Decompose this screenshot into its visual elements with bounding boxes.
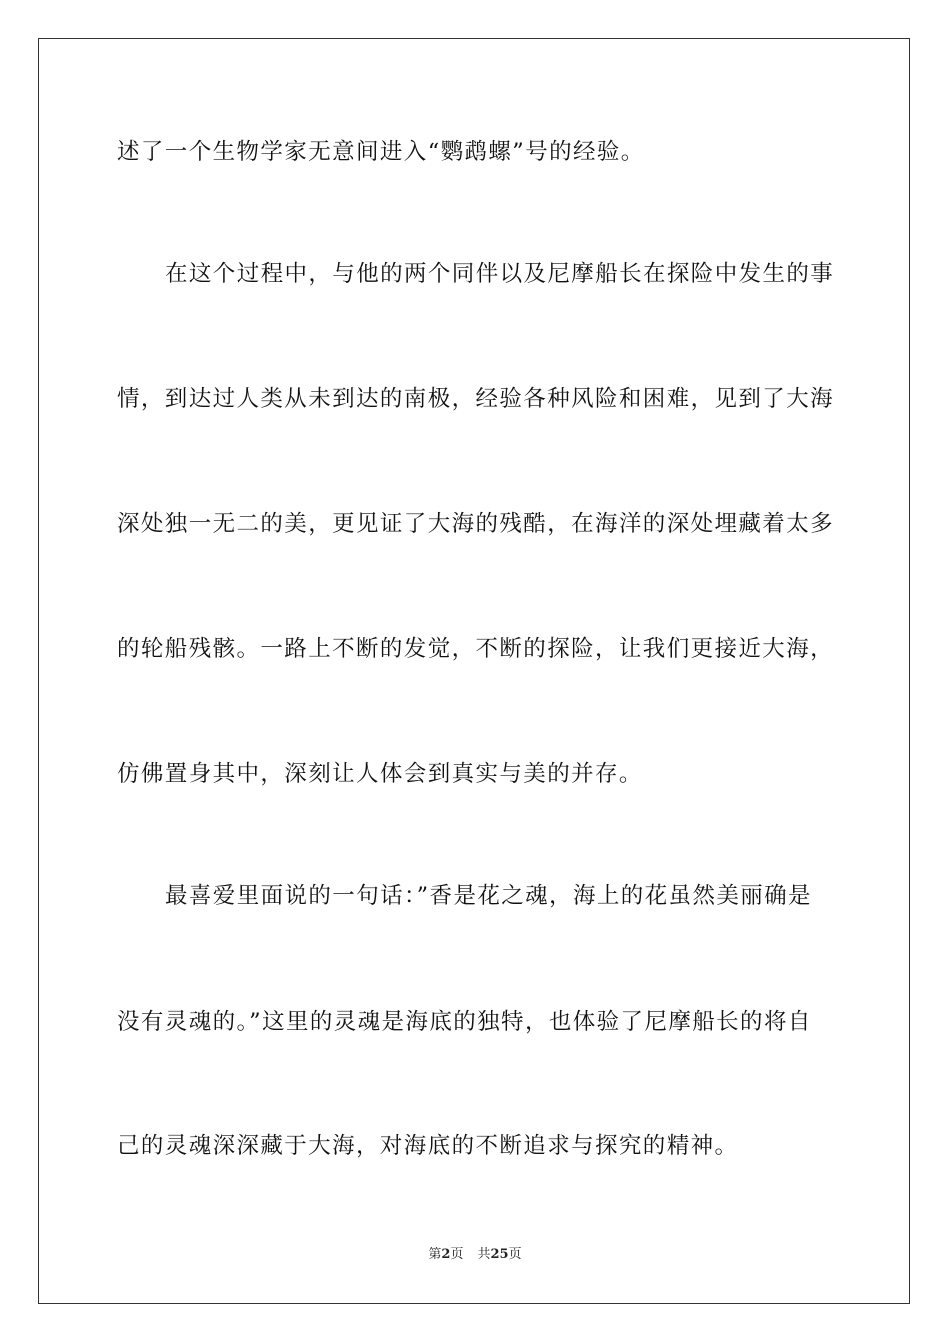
body-text-line: 没有灵魂的。”这里的灵魂是海底的独特，也体验了尼摩船长的将自 — [117, 1009, 812, 1035]
body-text-line: 仿佛置身其中，深刻让人体会到真实与美的并存。 — [117, 761, 643, 787]
page-border — [38, 38, 910, 1304]
total-prefix: 共 — [477, 1247, 491, 1262]
paragraph-start-line: 最喜爱里面说的一句话：”香是花之魂，海上的花虽然美丽确是 — [165, 883, 812, 909]
body-text-line: 的轮船残骸。一路上不断的发觉，不断的探险，让我们更接近大海， — [117, 636, 835, 662]
paragraph-start-line: 在这个过程中，与他的两个同伴以及尼摩船长在探险中发生的事 — [165, 261, 835, 287]
total-pages: 25 — [490, 1247, 509, 1262]
page-suffix: 页 — [450, 1247, 464, 1262]
page-prefix: 第 — [428, 1247, 442, 1262]
page-number: 2 — [441, 1247, 451, 1262]
body-text-line: 情，到达过人类从未到达的南极，经验各种风险和困难，见到了大海 — [117, 386, 835, 412]
body-text-line: 己的灵魂深深藏于大海，对海底的不断追求与探究的精神。 — [117, 1133, 739, 1159]
body-text-line: 述了一个生物学家无意间进入“鹦鹉螺”号的经验。 — [117, 139, 645, 165]
total-suffix: 页 — [508, 1247, 522, 1262]
body-text-line: 深处独一无二的美，更见证了大海的残酷，在海洋的深处埋藏着太多 — [117, 511, 835, 537]
page-footer — [0, 1246, 950, 1264]
